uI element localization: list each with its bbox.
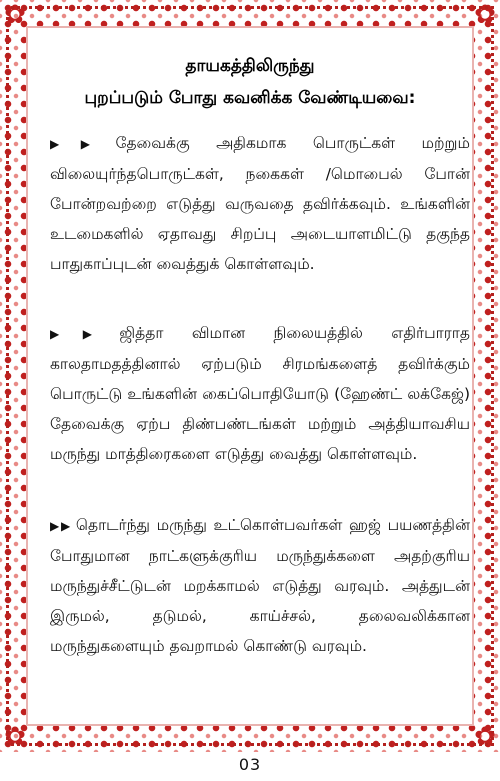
content-panel [28, 28, 472, 724]
paragraph-text: தேவைக்கு அதிகமாக பொருட்கள் மற்றும் விலையுர்ந்தபொருட்கள், நகைகள் /மொபைல் போன் போன்றவற்றை எடுத்து வருவதை தவிர்க்கவும். உங்களின் உடமைகளில் ஏதாவது சிறப்பு அடையாளமிட்டு தகுந்த பாதுகாப்புடன் வைத்துக் கொள்ளவும். [50, 134, 470, 273]
paragraph-3 [50, 510, 470, 661]
corner-ornament-icon: ✿ [474, 722, 496, 752]
corner-ornament-icon: ✿ [4, 722, 26, 752]
paragraph-2 [50, 318, 470, 469]
paragraph-text: ஜித்தா விமான நிலையத்தில் எதிர்பாராத காலதாமதத்தினால் ஏற்படும் சிரமங்களைத் தவிர்க்கும் பொருட்டு உங்களின் கைப்பொதியோடு (ஹேண்ட் லக்கேஜ்) தேவைக்கு ஏற்ப திண்பண்டங்கள் மற்றும் அத்தியாவசிய மருந்து மாத்திரைகளை எடுத்து வைத்து கொள்ளவும். [50, 324, 470, 463]
double-triangle-right-icon: ▶▶ [50, 137, 112, 151]
double-triangle-right-icon: ▶▶ [50, 327, 116, 341]
corner-ornament-icon: ✿ [4, 0, 26, 30]
paragraph-text: தொடர்ந்து மருந்து உட்கொள்பவர்கள் ஹஜ் பயணத்தின் போதுமான நாட்களுக்குரிய மருந்துக்களை அதற்குரிய மருந்துச்சீட்டுடன் மறக்காமல் எடுத்து வரவும். அத்துடன் இருமல், தடுமல், காய்ச்சல், தலைவலிக்கான மருந்துகளையும் தவறாமல் கொண்டு வரவும். [50, 516, 470, 655]
page-subtitle: புறப்படும் போது கவனிக்க வேண்டியவை: [84, 88, 416, 108]
page-number: 03 [238, 755, 262, 774]
corner-ornament-icon: ✿ [474, 0, 496, 30]
paragraph-1 [50, 128, 470, 279]
page-title: தாயகத்திலிருந்து [185, 56, 315, 76]
double-triangle-right-icon: ▶▶ [50, 519, 72, 533]
